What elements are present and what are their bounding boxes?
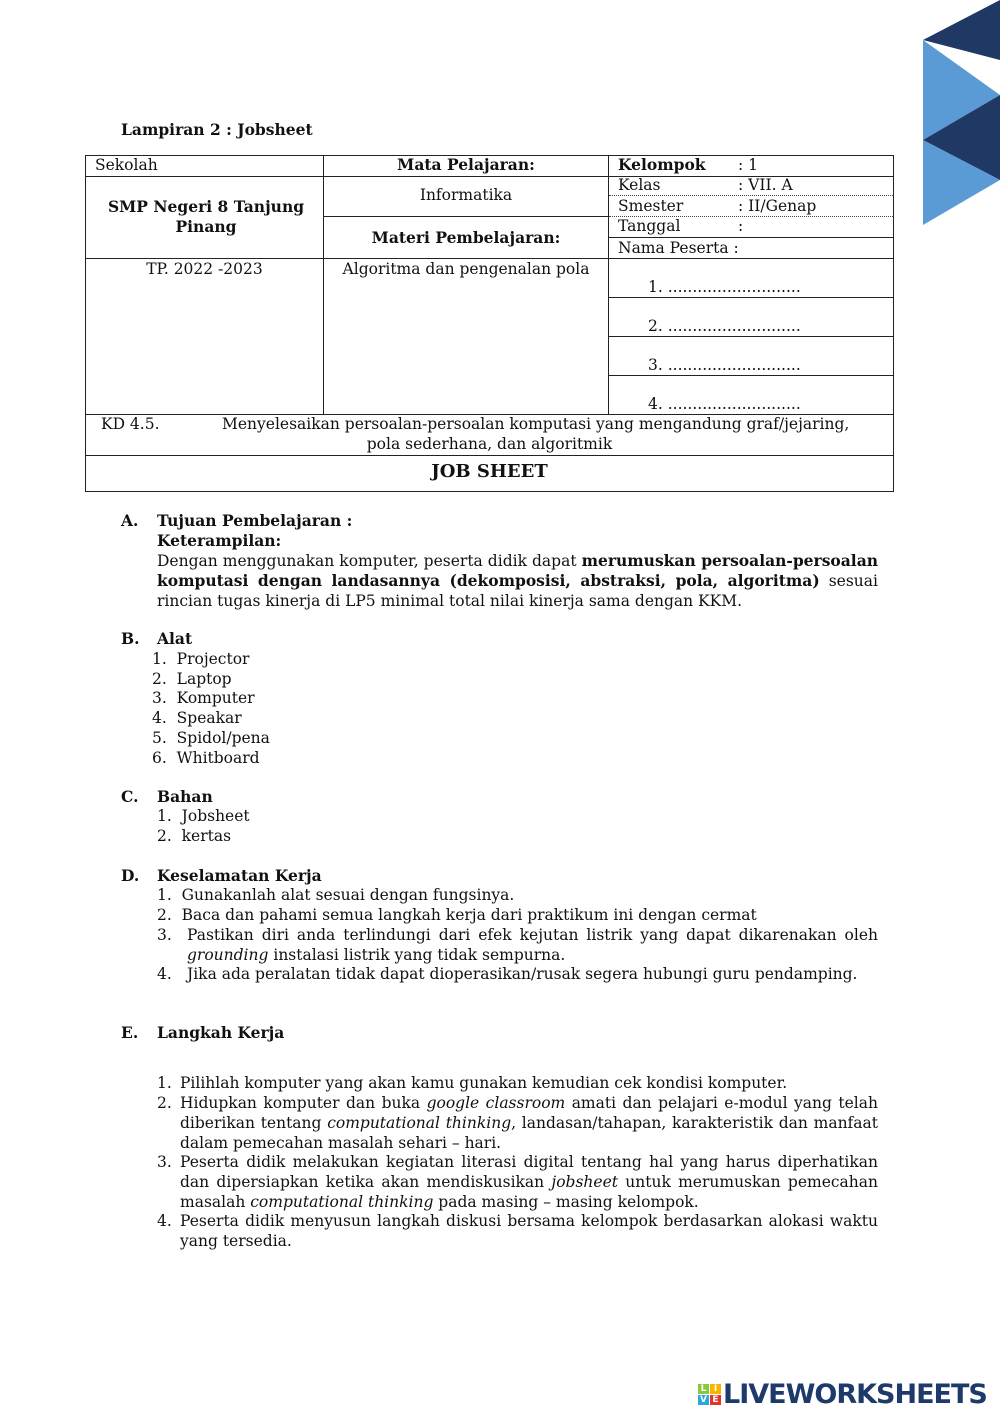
list-item: Baca dan pahami semua langkah kerja dari praktikum ini dengan cermat: [181, 906, 757, 924]
section-a-sub: Keterampilan:: [157, 531, 282, 550]
sekolah-label: Sekolah: [95, 156, 158, 174]
school-year: TP. 2022 -2023: [146, 260, 263, 278]
list-item: Peserta didik melakukan kegiatan literasi digital tentang hal yang harus diperhatikan dan dipersiapkan ketika akan mendiskusikan jobsheet untuk merumuskan pemecahan masalah computational thinking pada masing – masing kelompok.: [180, 1153, 878, 1211]
kelas-label: Kelas: [618, 176, 661, 194]
section-a-title: Tujuan Pembelajaran :: [157, 511, 353, 530]
list-item: Peserta didik menyusun langkah diskusi bersama kelompok berdasarkan alokasi waktu yang tersedia.: [180, 1212, 878, 1250]
page: Lampiran 2 : Jobsheet Sekolah SMP Negeri 8 Tanjung Pinang TP. 2022 -2023 Mata Pelajaran: Informatika Materi Pembelajaran: Algoritma dan pengenalan pola Kelompok : 1 Kelas : VII. A Smester : II/Genap Tanggal : Nama Peserta : 1. ........................... 2. ........................... 3. ........................... 4. ........................... KD 4.5. Menyelesaikan persoalan-persoalan komputasi yang mengandung graf/jejaring, pola sederhana, dan algoritmik JOB SHEET A. Tujuan Pembelajaran : Keterampilan: Dengan menggunakan komputer, peserta didik dapat merumuskan persoalan-persoalan komputasi dengan landasannya (dekomposisi, abstraksi, pola, algoritma) sesuai rincian tugas kinerja di LP5 minimal total nilai kinerja sama dengan KKM. B. Alat 1. Projector 2. Laptop 3. Komputer 4. Speakar 5. Spidol/pena 6. Whitboard C. Bahan 1. Jobsheet 2. kertas D. Keselamatan Kerja 1. Gunakanlah alat sesuai dengan fungsinya. 2. Baca dan pahami semua langkah kerja dari praktikum ini dengan cermat 3. Pastikan diri anda terlindungi dari efek kejutan listrik yang dapat dikarenakan oleh grounding instalasi listrik yang tidak sempurna. 4. Jika ada peralatan tidak dapat dioperasikan/rusak segera hubungi guru pendamping. E. Langkah Kerja 1. Pilihlah komputer yang akan kamu gunakan kemudian cek kondisi komputer. 2. Hidupkan komputer dan buka google classroom amati dan pelajari e-modul yang telah diberikan tentang computational thinking, landasan/tahapan, karakteristik dan manfaat dalam pemecahan masalah sehari – hari. 3. Peserta didik melakukan kegiatan literasi digital tentang hal yang harus diperhatikan dan dipersiapkan ketika akan mendiskusikan jobsheet untuk merumuskan pemecahan masalah computational thinking pada masing – masing kelompok. 4. Peserta didik menyusun langkah diskusi bersama kelompok berdasarkan alokasi waktu yang tersedia. L I V E LIVEWORKSHEETS: [0, 0, 1000, 1413]
tanggal-label: Tanggal: [618, 217, 681, 235]
peserta-1[interactable]: 1. ...........................: [648, 278, 801, 296]
list-item: Jobsheet: [181, 807, 250, 825]
kelompok-value: : 1: [738, 156, 759, 174]
tanggal-value[interactable]: :: [738, 217, 744, 235]
list-item: Komputer: [176, 689, 255, 707]
kd-line-2: pola sederhana, dan algoritmik: [366, 435, 613, 453]
kelompok-label: Kelompok: [618, 155, 706, 174]
logo-badge-icon: L I V E: [698, 1384, 721, 1405]
section-a-paragraph: Dengan menggunakan komputer, peserta didik dapat merumuskan persoalan-persoalan komputasi dengan landasannya (dekomposisi, abstraksi, pola, algoritma) sesuai rincian tugas kinerja di LP5 minimal total nilai kinerja sama dengan KKM.: [157, 551, 879, 610]
list-item: kertas: [181, 827, 232, 845]
school-name: SMP Negeri 8 Tanjung Pinang: [107, 197, 305, 236]
list-item: Laptop: [176, 670, 232, 688]
list-item: Jika ada peralatan tidak dapat dioperasikan/rusak segera hubungi guru pendamping.: [187, 965, 858, 983]
mapel-value: Informatika: [419, 186, 513, 204]
list-item: Hidupkan komputer dan buka google classroom amati dan pelajari e-modul yang telah diberikan tentang computational thinking, landasan/tahapan, karakteristik dan manfaat dalam pemecahan masalah sehari – hari.: [180, 1094, 878, 1152]
kd-code: KD 4.5.: [101, 415, 160, 433]
materi-label: Materi Pembelajaran:: [371, 228, 561, 247]
peserta-3[interactable]: 3. ...........................: [648, 356, 801, 374]
liveworksheets-logo: L I V E LIVEWORKSHEETS: [698, 1379, 987, 1410]
section-b-letter: B.: [121, 629, 140, 648]
kd-line-1: Menyelesaikan persoalan-persoalan komputasi yang mengandung graf/jejaring,: [222, 415, 850, 433]
section-c-title: Bahan: [157, 787, 213, 806]
section-a-letter: A.: [121, 511, 139, 530]
list-item: Pilihlah komputer yang akan kamu gunakan kemudian cek kondisi komputer.: [180, 1074, 788, 1092]
page-title: Lampiran 2 : Jobsheet: [121, 120, 313, 139]
list-item: Spidol/pena: [176, 729, 270, 747]
jobsheet-heading: JOB SHEET: [431, 461, 548, 482]
corner-decoration: [918, 0, 1000, 230]
kelas-value: : VII. A: [738, 176, 793, 194]
smester-value: : II/Genap: [738, 197, 817, 215]
section-d-letter: D.: [121, 866, 140, 885]
peserta-4[interactable]: 4. ...........................: [648, 395, 801, 413]
section-d-title: Keselamatan Kerja: [157, 866, 322, 885]
list-item: Speakar: [176, 709, 242, 727]
section-c-letter: C.: [121, 787, 139, 806]
peserta-label: Nama Peserta :: [618, 239, 739, 257]
smester-label: Smester: [618, 197, 684, 215]
section-e-title: Langkah Kerja: [157, 1023, 285, 1042]
section-b-title: Alat: [157, 629, 193, 648]
section-e-letter: E.: [121, 1023, 139, 1042]
peserta-2[interactable]: 2. ...........................: [648, 317, 801, 335]
list-item: Pastikan diri anda terlindungi dari efek kejutan listrik yang dapat dikarenakan oleh grounding instalasi listrik yang tidak sempurna.: [187, 926, 878, 964]
list-item: Projector: [176, 650, 250, 668]
list-item: Whitboard: [176, 749, 260, 767]
list-item: Gunakanlah alat sesuai dengan fungsinya.: [181, 886, 515, 904]
mapel-label: Mata Pelajaran:: [397, 155, 535, 174]
materi-value: Algoritma dan pengenalan pola: [342, 260, 590, 278]
